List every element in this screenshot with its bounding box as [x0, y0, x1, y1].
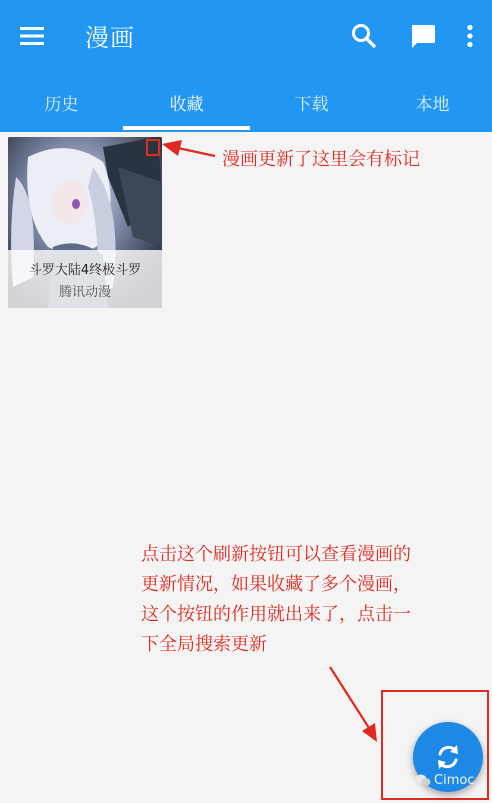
- search-icon: [351, 23, 377, 49]
- app-bar: [0, 0, 492, 132]
- more-vert-icon: [466, 24, 474, 48]
- comic-card[interactable]: [8, 137, 162, 308]
- comic-caption: [8, 250, 162, 308]
- annotation-refresh-button: [141, 540, 486, 660]
- tab-favorites[interactable]: 收藏: [169, 94, 204, 115]
- comic-title: 斗罗大陆4终极斗罗: [28, 263, 142, 278]
- tab-bar: [0, 76, 492, 132]
- wechat-icon: [415, 774, 431, 787]
- arrow-to-marker: [162, 140, 215, 156]
- watermark-text: Cimoc: [434, 773, 475, 788]
- update-marker-highlight: [146, 139, 160, 156]
- annotation-update-marker: 漫画更新了这里会有标记: [222, 149, 420, 170]
- arrow-to-fab: [330, 667, 377, 742]
- menu-button[interactable]: [12, 16, 52, 56]
- comic-source: 腾讯动漫: [58, 285, 111, 300]
- menu-icon: [19, 25, 45, 47]
- tab-history[interactable]: 历史: [44, 94, 79, 115]
- more-options-button[interactable]: [455, 16, 485, 56]
- annotation-line: 下全局搜索更新: [141, 634, 267, 655]
- tab-indicator: [123, 126, 250, 130]
- page-title: 漫画: [85, 24, 135, 52]
- message-button[interactable]: [403, 16, 443, 56]
- annotation-line: 这个按钮的作用就出来了，点击一: [141, 604, 411, 625]
- tab-downloads[interactable]: 下载: [294, 94, 329, 115]
- message-icon: [409, 22, 437, 50]
- refresh-icon: [433, 742, 463, 772]
- toolbar: [0, 0, 492, 76]
- annotation-line: 更新情况，如果收藏了多个漫画，: [141, 574, 411, 595]
- annotation-line: 点击这个刷新按钮可以查看漫画的: [141, 544, 411, 565]
- tab-local[interactable]: 本地: [415, 94, 450, 115]
- watermark: [415, 773, 474, 788]
- search-button[interactable]: [344, 16, 384, 56]
